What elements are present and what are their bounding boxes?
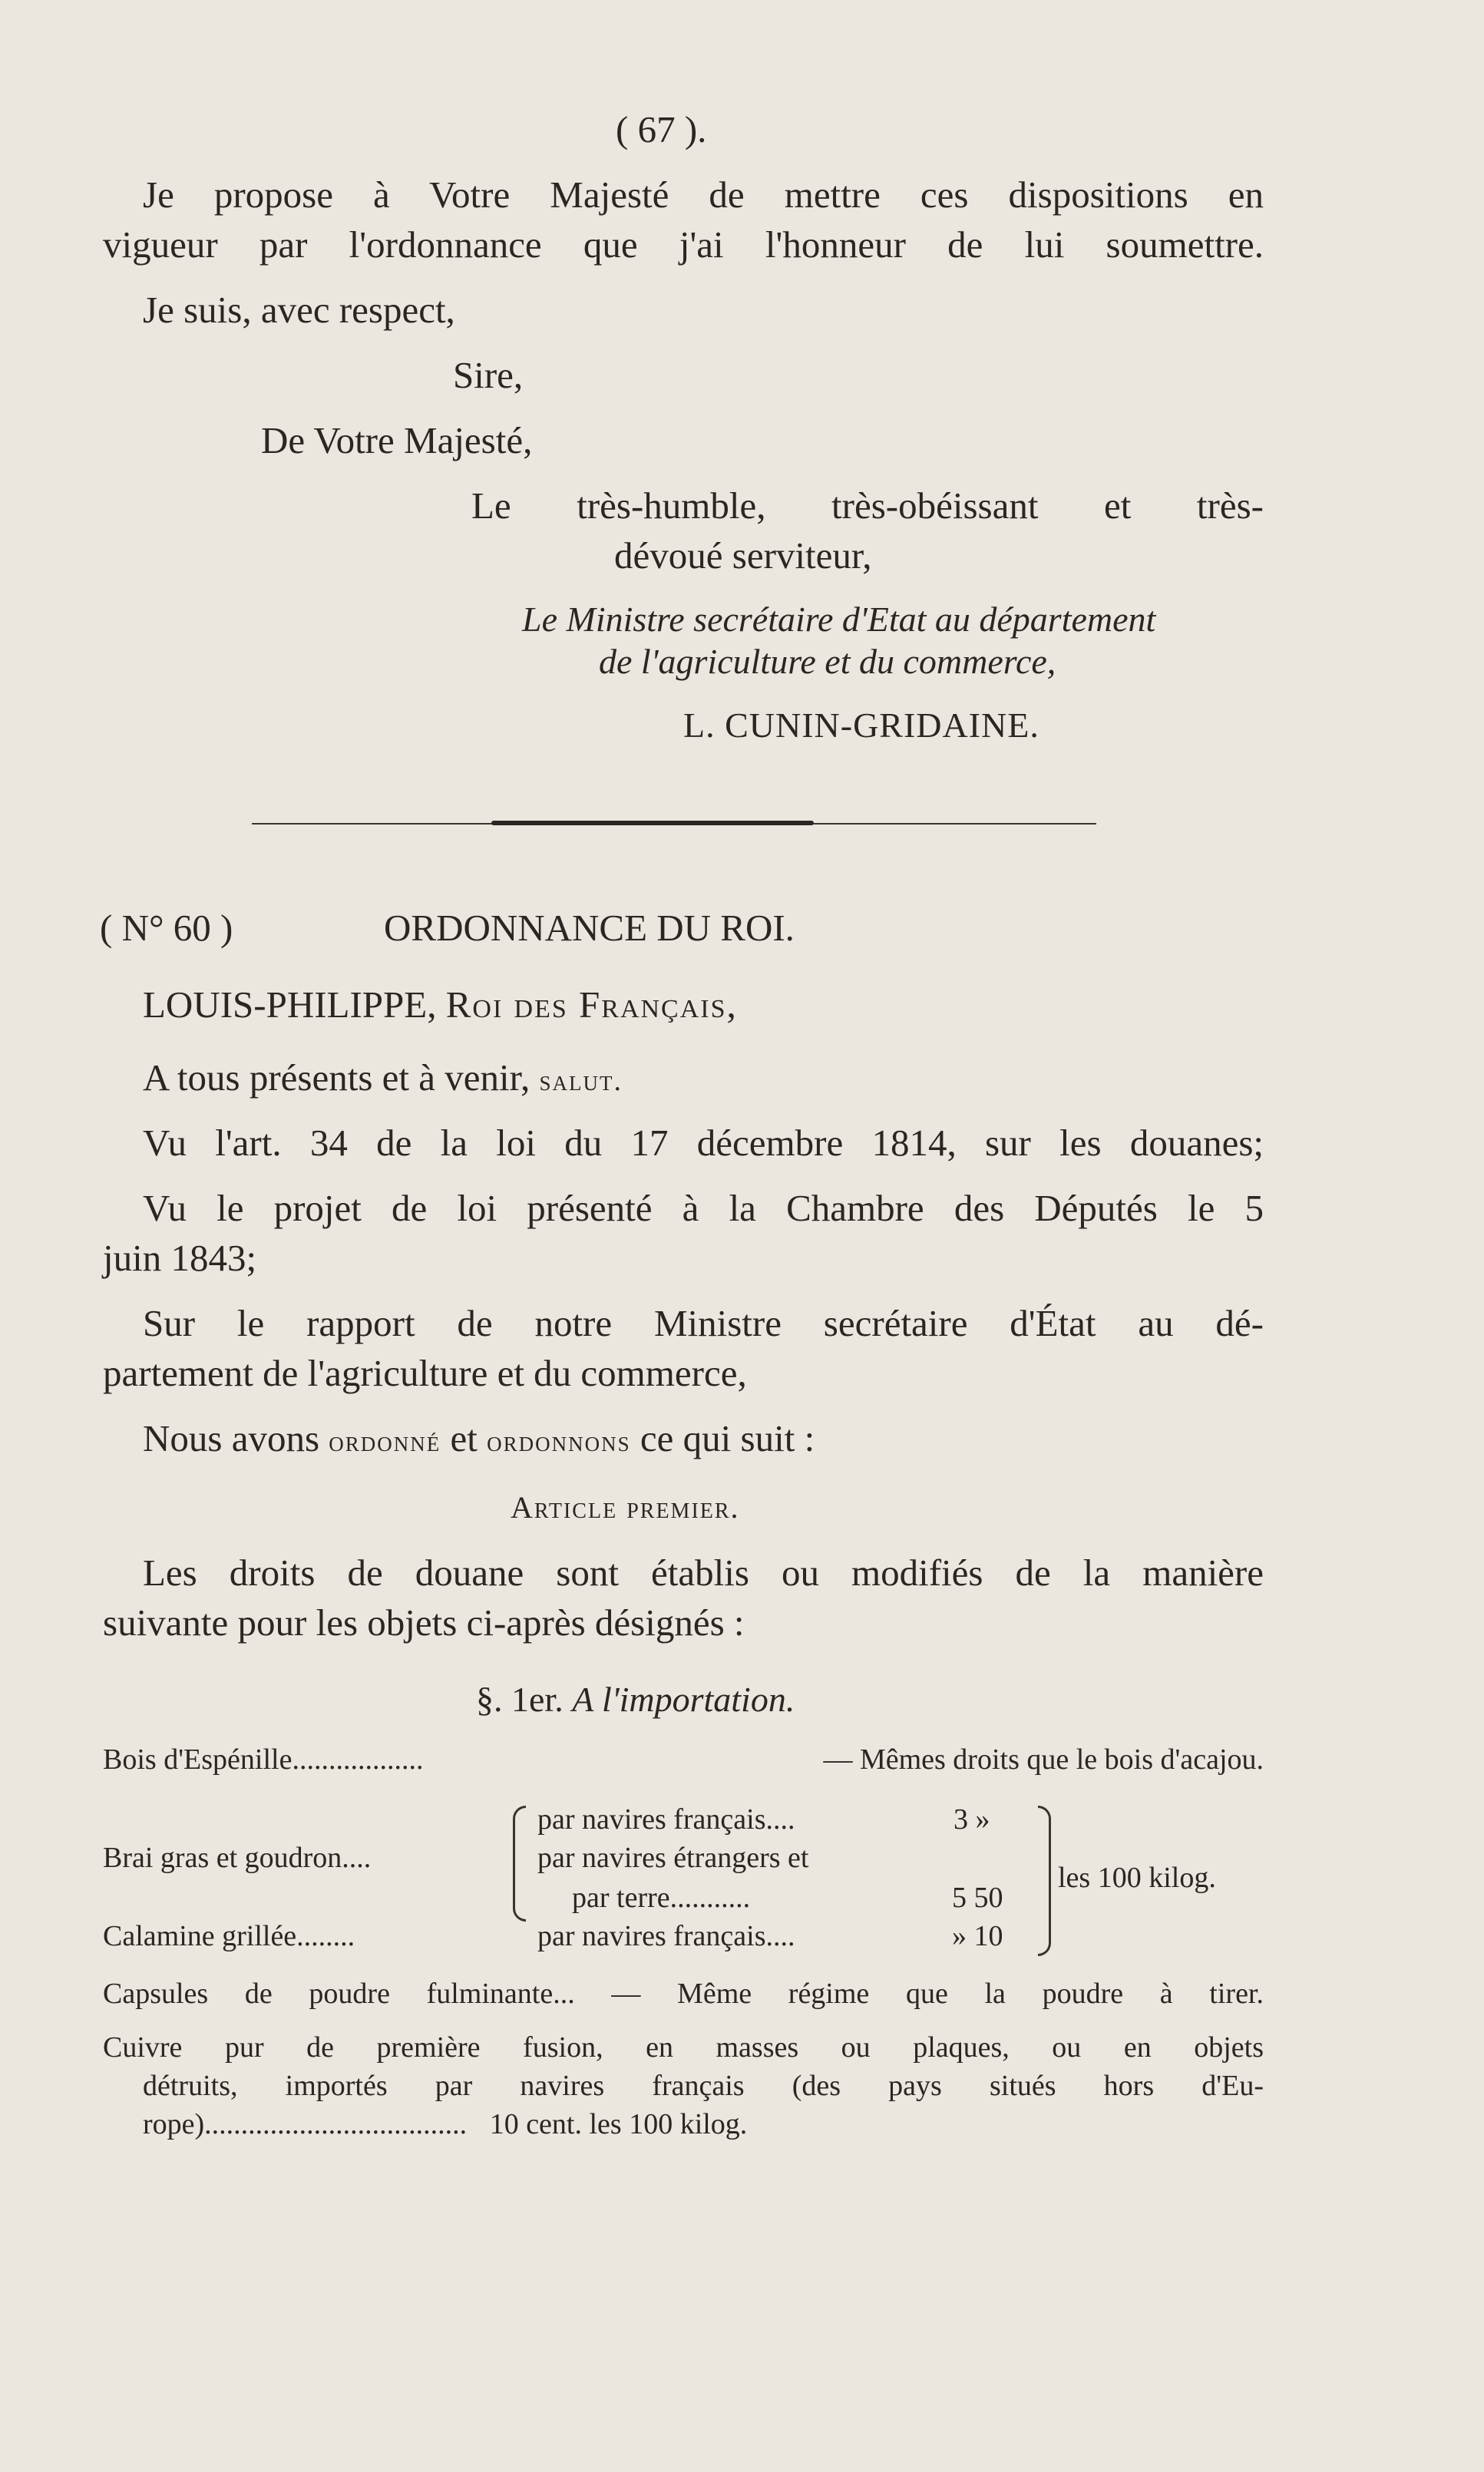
cuivre-line-2: détruits, importés par navires français (des pays situés hors d'Eu- — [143, 2070, 1264, 2102]
letter-majesty: De Votre Majesté, — [261, 419, 533, 461]
droits-line-1: Les droits de douane sont établis ou modifiés de la manière — [143, 1552, 1264, 1594]
cuivre-line-1: Cuivre pur de première fusion, en masses ou plaques, ou en objets — [103, 2031, 1264, 2064]
bois-label: Bois d'Espénille — [103, 1743, 293, 1776]
letter-line-1: Je propose à Votre Majesté de mettre ces dispositions en — [143, 174, 1264, 216]
article-heading: Article premier. — [511, 1490, 740, 1525]
bois-dots: .................. — [292, 1743, 424, 1776]
brai-foreign-ships-2: par terre........... — [572, 1882, 751, 1914]
page-number: ( 67 ). — [616, 108, 707, 150]
section-number: §. 1er. — [476, 1680, 564, 1719]
unit-brace — [1038, 1806, 1051, 1956]
cuivre-dots: rope).................................... — [143, 2108, 468, 2140]
tariff-unit: les 100 kilog. — [1058, 1862, 1216, 1894]
cuivre-value: 10 cent. les 100 kilog. — [489, 2108, 748, 2140]
section-heading — [476, 1679, 795, 1720]
rapport-line-2: partement de l'agriculture et du commerce, — [103, 1352, 747, 1394]
separator-rule-bold — [491, 821, 814, 825]
calamine-label: Calamine grillée........ — [103, 1920, 355, 1952]
vu-line-1: Vu l'art. 34 de la loi du 17 décembre 1814, sur les douanes; — [143, 1122, 1264, 1164]
letter-servant-line-1: Le très-humble, très-obéissant et très- — [471, 484, 1264, 527]
et: et — [450, 1417, 478, 1459]
brai-foreign-value: 5 50 — [952, 1882, 1003, 1914]
rapport-line-1: Sur le rapport de notre Ministre secrétaire d'État au dé- — [143, 1302, 1264, 1344]
letter-servant-line-2: dévoué serviteur, — [614, 534, 872, 577]
calamine-french-ships: par navires français.... — [537, 1920, 795, 1952]
letter-sire: Sire, — [453, 354, 524, 396]
vu-line-2a: Vu le projet de loi présenté à la Chambre des Députés le 5 — [143, 1187, 1264, 1229]
section-title: A l'importation. — [572, 1680, 795, 1719]
minister-title-line-1: Le Ministre secrétaire d'Etat au département — [522, 600, 1156, 639]
calamine-value: » 10 — [952, 1920, 1003, 1952]
droits-line-2: suivante pour les objets ci-après désignés : — [103, 1601, 745, 1644]
minister-title-line-2: de l'agriculture et du commerce, — [599, 642, 1056, 681]
brai-french-value: 3 » — [954, 1803, 990, 1836]
salut: salut. — [539, 1065, 623, 1097]
suit: ce qui suit : — [640, 1417, 815, 1459]
king-line — [143, 983, 738, 1026]
ordinance-title: ORDONNANCE DU ROI. — [384, 907, 795, 949]
signature: L. CUNIN-GRIDAINE. — [683, 706, 1039, 745]
capsules-row: Capsules de poudre fulminante... — Même régime que la poudre à tirer. — [103, 1978, 1264, 2010]
vu-line-2b: juin 1843; — [103, 1237, 257, 1279]
nous-line — [143, 1416, 815, 1460]
letter-respect: Je suis, avec respect, — [143, 289, 455, 331]
ordonnons: ordonnons — [487, 1426, 631, 1458]
bois-value: — Mêmes droits que le bois d'acajou. — [823, 1743, 1264, 1776]
cuivre-line-3 — [143, 2107, 747, 2141]
king-name: LOUIS-PHILIPPE, — [143, 983, 437, 1026]
letter-line-2: vigueur par l'ordonnance que j'ai l'honneur de lui soumettre. — [103, 223, 1264, 266]
nous: Nous avons — [143, 1417, 320, 1459]
brai-french-ships: par navires français.... — [537, 1803, 795, 1836]
brai-brace — [513, 1806, 526, 1922]
greeting: A tous présents et à venir, — [143, 1056, 530, 1099]
ordonne: ordonné — [329, 1426, 441, 1458]
ordinance-number: ( N° 60 ) — [100, 907, 233, 949]
greeting-line — [143, 1056, 623, 1099]
king-title: Roi des Français, — [445, 983, 738, 1026]
tariff-row-bois — [103, 1743, 1264, 1776]
brai-foreign-ships-1: par navires étrangers et — [537, 1842, 809, 1874]
brai-label: Brai gras et goudron.... — [103, 1842, 372, 1874]
